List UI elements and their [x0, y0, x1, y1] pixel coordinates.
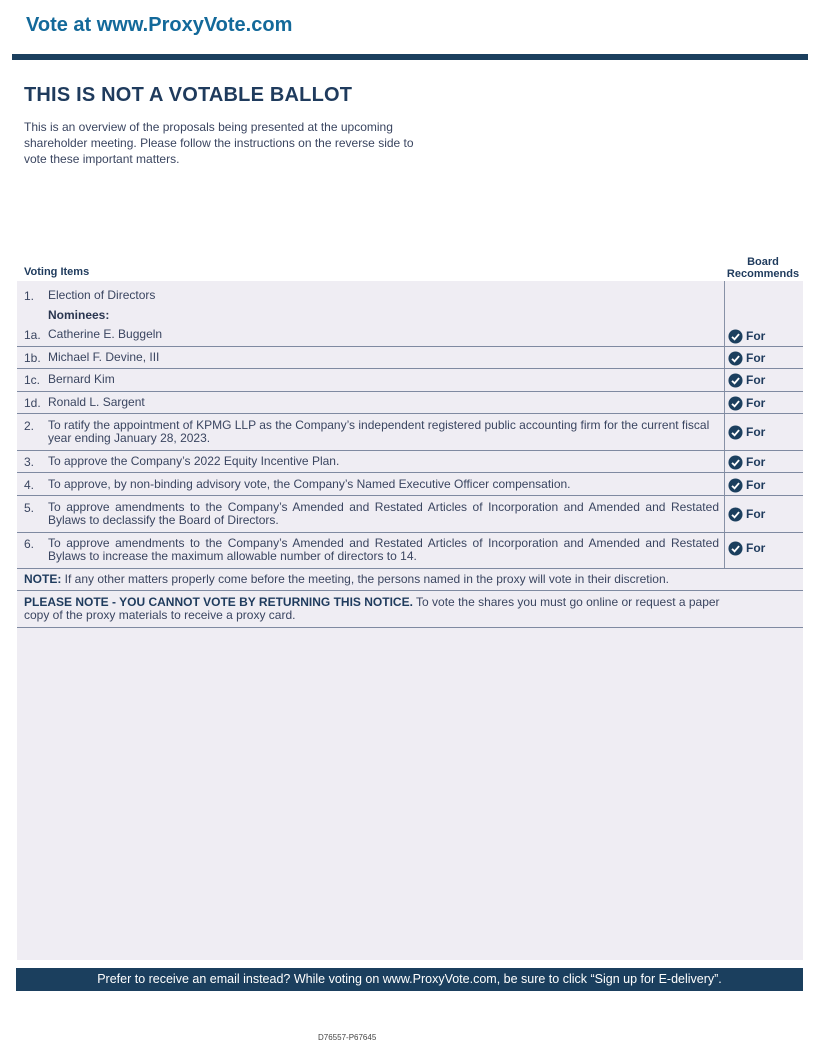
board-recommendation — [728, 395, 765, 411]
check-circle-icon — [728, 351, 743, 366]
check-circle-icon — [728, 373, 743, 388]
item-text: To approve amendments to the Company’s Amended and Restated Articles of Incorporation and Amended and Restated Bylaws to increase the maximum allowable number of directors to 14. — [48, 536, 719, 563]
column-divider — [724, 281, 725, 568]
item-text: To approve, by non-binding advisory vote, the Company’s Named Executive Officer compensation. — [48, 477, 571, 491]
intro-text: This is an overview of the proposals being presented at the upcoming shareholder meeting. Please follow the instructions on the reverse side to vote these important matters. — [24, 120, 414, 166]
board-recommendation — [728, 350, 765, 366]
item-text: Michael F. Devine, III — [48, 350, 160, 364]
item-number: 1c. — [24, 373, 41, 387]
check-circle-icon — [728, 329, 743, 344]
please-note-label: PLEASE NOTE - YOU CANNOT VOTE BY RETURNING THIS NOTICE. — [24, 595, 413, 609]
recommendation-label: For — [746, 455, 766, 469]
recommendation-label: For — [746, 507, 766, 521]
item-text: Catherine E. Buggeln — [48, 327, 163, 341]
board-recommendation — [728, 506, 765, 522]
row-divider — [17, 346, 803, 347]
document-code: D76557-P67645 — [318, 1033, 377, 1042]
note-body: If any other matters properly come before the meeting, the persons named in the proxy will vote in their discretion. — [61, 572, 669, 586]
please-note-body: To vote the shares you must go online or request a paper copy of the proxy materials to receive a proxy card. — [24, 595, 720, 622]
item-text: Ronald L. Sargent — [48, 395, 145, 409]
board-header-line1: Board — [747, 256, 779, 268]
item-text: Bernard Kim — [48, 372, 115, 386]
note-label: NOTE: — [24, 572, 62, 586]
recommendation-label: For — [746, 329, 766, 343]
recommendation-label: For — [746, 478, 766, 492]
item-number: 5. — [24, 501, 35, 515]
item-text: To ratify the appointment of KPMG LLP as the Company’s independent registered public accounting firm for the current fiscal year ending January 28, 2023. — [48, 418, 710, 445]
recommendation-label: For — [746, 541, 766, 555]
check-circle-icon — [728, 425, 743, 440]
recommendation-label: For — [746, 351, 766, 365]
row-divider — [17, 413, 803, 414]
item-text: To approve amendments to the Company’s Amended and Restated Articles of Incorporation and Amended and Restated Bylaws to declassify the Board of Directors. — [48, 500, 719, 527]
board-recommendation — [728, 540, 765, 556]
board-recommendation — [728, 372, 765, 388]
nominees-label: Nominees: — [48, 308, 110, 322]
item-number: 1b. — [24, 351, 41, 365]
top-divider-bar — [12, 54, 808, 60]
e-delivery-banner: Prefer to receive an email instead? While voting on www.ProxyVote.com, be sure to click “Sign up for E-delivery”. — [16, 968, 803, 991]
item-number: 1a. — [24, 328, 41, 342]
item-number: 2. — [24, 419, 35, 433]
board-header-line2: Recommends — [726, 268, 800, 280]
check-circle-icon — [728, 455, 743, 470]
row-divider — [17, 368, 803, 369]
row-divider — [17, 391, 803, 392]
item-number: 3. — [24, 455, 35, 469]
row-divider — [17, 472, 803, 473]
row-divider — [17, 532, 803, 533]
board-recommendation — [728, 328, 765, 344]
election-of-directors-label: Election of Directors — [48, 288, 156, 302]
board-recommendation — [728, 454, 765, 470]
row-divider — [17, 450, 803, 451]
board-recommends-header — [722, 256, 804, 280]
recommendation-label: For — [746, 425, 766, 439]
recommendation-label: For — [746, 396, 766, 410]
board-recommendation — [728, 424, 765, 440]
item-text: To approve the Company’s 2022 Equity Incentive Plan. — [48, 454, 340, 468]
item-number: 1d. — [24, 396, 41, 410]
board-recommendation — [728, 477, 765, 493]
check-circle-icon — [728, 507, 743, 522]
item-number: 6. — [24, 537, 35, 551]
row-divider — [17, 495, 803, 496]
note-text — [24, 573, 724, 586]
proxyvote-brand: Vote at www.ProxyVote.com — [26, 14, 293, 36]
please-note-text — [24, 596, 724, 622]
check-circle-icon — [728, 478, 743, 493]
row-divider — [17, 627, 803, 628]
item-number: 4. — [24, 478, 35, 492]
row-divider — [17, 590, 803, 591]
row-divider — [17, 568, 803, 569]
page-title: THIS IS NOT A VOTABLE BALLOT — [24, 84, 353, 106]
check-circle-icon — [728, 396, 743, 411]
recommendation-label: For — [746, 373, 766, 387]
check-circle-icon — [728, 541, 743, 556]
voting-items-header: Voting Items — [24, 266, 90, 278]
item-number: 1. — [24, 289, 35, 303]
